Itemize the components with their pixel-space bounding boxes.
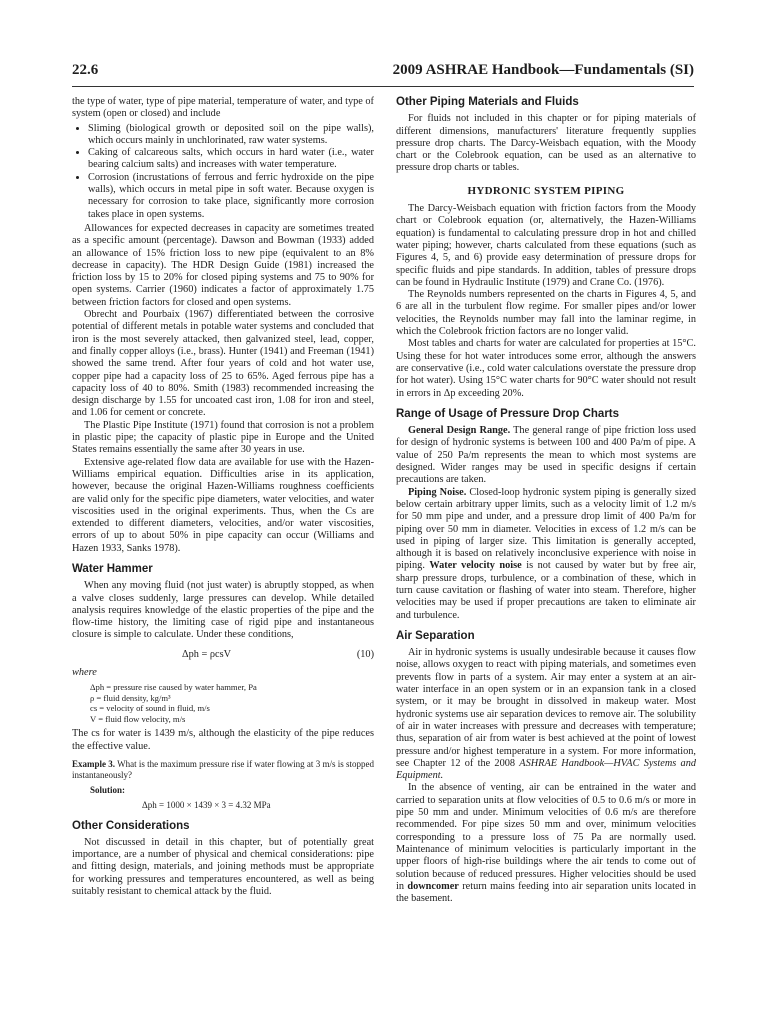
paragraph: For fluids not included in this chapter or for piping materials of different dimensions, manufacturers' literature frequently supplies pressure drop charts. The Darcy-Weisbach equation, with the Moody chart or the Colebrook equation, can be used as an alternative to pressure drop charts or tables. <box>396 113 696 174</box>
heading-other-considerations: Other Considerations <box>72 819 190 832</box>
runin-heading: Piping Noise. <box>408 486 467 498</box>
paragraph: Allowances for expected decreases in capacity are sometimes treated as a specific amount (percentage). Dawson and Bowman (1933) added an allowance of 15% friction loss to new pipe (equivalent to an 8% decrease in capacity). The HDR Design Guide (1981) increased the friction loss by 15 to 20% for closed piping systems and 75 to 90% for open systems. Carrier (1960) indicates a factor of approximately 1.75 between friction factors for closed and open systems. <box>72 222 374 308</box>
right-column <box>396 96 696 905</box>
runin-heading: General Design Range. <box>408 425 511 437</box>
paragraph-text: The general range of pipe friction loss used for design of hydronic systems is between 100 and 400 Pa/m of pipe. A value of 250 Pa/m represents the mean to which most systems are designed. Wider ranges may be used in specific designs if certain precautions are taken. <box>396 425 696 486</box>
example-3 <box>72 759 374 781</box>
paragraph-text: Air in hydronic systems is usually undesirable because it causes flow noise, allows oxygen to react with piping materials, and sometimes even prevents flow in parts of a system. Air may enter a system at an air-water interface in an open system or in an expansion tank in a closed system, or it may be brought in dissolved in makeup water. Most hydronic systems use air separation devices to remove air. The solubility of air in water increases with pressure and decreases with temperature; thus, separation of air from water is best achieved at the point of lowest pressure and/or highest temperature in a system. For more information, see Chapter 12 of the 2008 <box>396 647 696 769</box>
running-header <box>72 62 694 82</box>
paragraph-text: is not caused by water but by free air, sharp pressure drops, turbulence, or a combination of these, which in turn cause cavitation or flashing of water into steam. Therefore, higher velocities may be used if proper precautions are taken to eliminate air and turbulence. <box>396 560 696 621</box>
heading-hydronic-system-piping: HYDRONIC SYSTEM PIPING <box>467 184 625 197</box>
symbol-definition: V = fluid flow velocity, m/s <box>90 713 186 724</box>
paragraph-text: return mains feeding into air separation units located in the basement. <box>396 880 697 905</box>
heading-air-separation: Air Separation <box>396 629 475 642</box>
symbol-definition: cs = velocity of sound in fluid, m/s <box>90 703 210 714</box>
paragraph: The Plastic Pipe Institute (1971) found that corrosion is not a problem in plastic pipe; the capacity of plastic pipe in Europe and the United States remains essentially the same after 30 years in use. <box>72 419 374 456</box>
paragraph: The cs for water is 1439 m/s, although the elasticity of the pipe reduces the effective value. <box>72 728 374 752</box>
where-label: where <box>72 667 97 679</box>
paragraph-text: In the absence of venting, air can be entrained in the water and carried to separation units at flow velocities of 0.5 to 0.6 m/s or more in pipe 50 mm and under. Minimum velocities of 0.6 m/s are therefore recommended. For pipe sizes 50 mm and over, minimum velocities corresponding to a pressure loss of 75 Pa are normally used. Maintenance of minimum velocities is particularly important in the upper floors of high-rise buildings where the air tends to come out of solution because of reduced pressures. Higher velocities should be used in <box>396 782 696 892</box>
paragraph: Obrecht and Pourbaix (1967) differentiated between the corrosive potential of different metals in potable water systems and concluded that iron is the most severely attacked, then galvanized steel, lead, copper, and finally copper alloys (i.e., brass). Hunter (1941) and Freeman (1941) showed the same trend. After four years of cold and hot water use, copper pipe had a capacity loss of 25 to 65%. Aged ferrous pipe has a capacity loss of 40 to 80%. Smith (1983) recommended increasing the design discharge by 1.55 for uncoated cast iron, 1.08 for iron and steel, and 1.06 for cement or concrete. <box>72 309 374 419</box>
paragraph: Most tables and charts for water are calculated for properties at 15°C. Using these for hot water introduces some error, although the answers are conservative (i.e., cold water calculations overstate the pressure drop for hot water). Using 15°C water charts for 90°C water should not result in errors in Δp exceeding 20%. <box>396 338 696 399</box>
left-column <box>72 96 374 898</box>
bullet-list <box>72 123 374 221</box>
paragraph-general-design-range <box>396 425 696 486</box>
bullet-caking: • Caking of calcareous salts, which occurs in hard water (i.e., water bearing calcium salts) and increases with water temperature. <box>88 147 374 172</box>
intro-paragraph: the type of water, type of pipe material, temperature of water, and type of system (open or closed) and include <box>72 96 374 120</box>
paragraph: The Reynolds numbers represented on the charts in Figures 4, 5, and 6 are all in the turbulent flow regime. For smaller pipes and/or lower velocities, the Reynolds number may fall into the laminar regime, in which the Colebrook friction factors are no longer valid. <box>396 289 696 338</box>
paragraph: The Darcy-Weisbach equation with friction factors from the Moody chart or Colebrook equation (or, alternatively, the Hazen-Williams equation) is fundamental to calculating pressure drop in hot and chilled water piping; however, charts calculated from these equations (such as Figures 4, 5, and 6) provide easy determination of pressure drops for specific fluids and pipe standards. In addition, tables of pressure drops can be found in Hydraulic Institute (1979) and Crane Co. (1976). <box>396 203 696 288</box>
bold-term: downcomer <box>407 880 459 892</box>
reference-title: ASHRAE Handbook—HVAC Systems and Equipment. <box>396 757 696 782</box>
symbol-definition: ρ = fluid density, kg/m³ <box>90 692 171 703</box>
paragraph: Not discussed in detail in this chapter, but of potentially great importance, are a number of physical and chemical considerations: pipe and fitting design, materials, and joining methods must be appropriate for working pressures and temperatures encountered, as well as being suitably resistant to chemical attack by the fluid. <box>72 836 374 898</box>
paragraph-text: Closed-loop hydronic system piping is generally sized below certain arbitrary upper limits, such as a velocity limit of 1.2 m/s for 50 mm pipe and under, and a pressure drop limit of 400 Pa/m for piping over 50 mm in diameter. Velocities in excess of 1.2 m/s can be used in piping of larger size. This limitation is generally accepted, although it is based on relatively inconclusive experience with noise in piping. <box>396 486 696 572</box>
paragraph-piping-noise <box>396 487 696 622</box>
equation-text: Δph = ρcsV <box>182 648 232 660</box>
symbol-definition: Δph = pressure rise caused by water hammer, Pa <box>90 682 257 693</box>
page-number: 22.6 <box>72 62 99 78</box>
equation-number: (10) <box>356 648 374 660</box>
bold-term: Water velocity noise <box>429 560 522 572</box>
paragraph: Extensive age-related flow data are available for use with the Hazen-Williams empirical equation. Difficulties arise in its application, however, because the original Hazen-Williams roughness coefficients are valid only for the specific pipe diameters, water velocities, and water viscosities used in the original experiments. Thus, when the Cs are extended to different diameters, velocities, and/or water viscosities, errors of up to about 50% in pipe capacity can occur (Williams and Hazen 1933, Sanks 1978). <box>72 456 374 554</box>
heading-other-piping: Other Piping Materials and Fluids <box>396 96 579 108</box>
paragraph <box>396 782 696 905</box>
symbol-list <box>72 682 374 724</box>
solution-label: Solution: <box>90 784 126 795</box>
heading-range-of-usage: Range of Usage of Pressure Drop Charts <box>396 407 620 420</box>
paragraph: When any moving fluid (not just water) is abruptly stopped, as when a valve closes suddenly, large pressures can develop. While detailed analysis requires knowledge of the elastic properties of the pipe and the flow-time history, the limiting case of rigid pipe and instantaneous closure is simple to calculate. Under these conditions, <box>72 580 374 641</box>
bullet-corrosion: • Corrosion (incrustations of ferrous and ferric hydroxide on the pipe walls), which occurs in metal pipe in soft water. Because oxygen is necessary for corrosion to take place, significantly more corrosion takes place in open systems. <box>88 172 374 221</box>
heading-water-hammer: Water Hammer <box>72 562 153 575</box>
header-rule <box>72 86 694 87</box>
example-label: Example 3. <box>72 758 116 769</box>
example-text: What is the maximum pressure rise if water flowing at 3 m/s is stopped instantaneously? <box>72 758 374 780</box>
book-title: 2009 ASHRAE Handbook—Fundamentals (SI) <box>392 62 694 78</box>
paragraph <box>396 647 696 782</box>
equation-10 <box>72 649 374 661</box>
bullet-sliming: • Sliming (biological growth or deposited soil on the pipe walls), which occurs mainly in unchlorinated, raw water systems. <box>88 123 374 148</box>
solution-equation: Δph = 1000 × 1439 × 3 = 4.32 MPa <box>142 800 271 811</box>
